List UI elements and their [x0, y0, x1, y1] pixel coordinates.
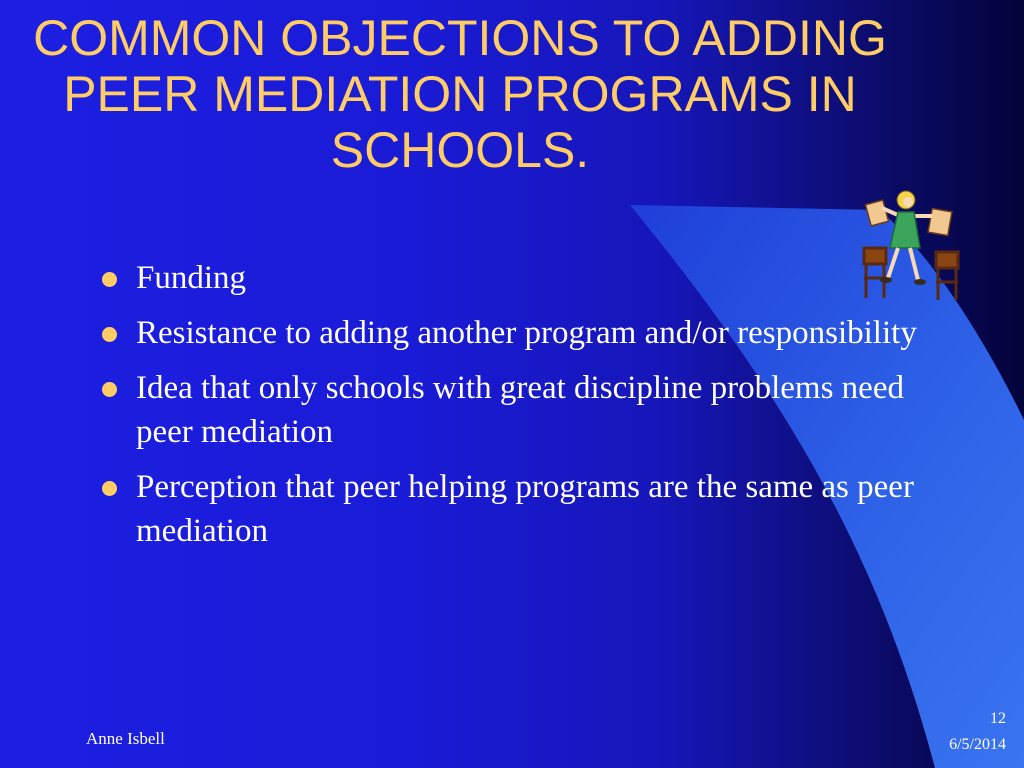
- bullet-text: Idea that only schools with great discipline problems need peer mediation: [136, 370, 904, 450]
- bullet-list: [100, 256, 930, 564]
- bullet-item: [100, 465, 930, 553]
- footer-author: Anne Isbell: [86, 729, 165, 748]
- slide-title: COMMON OBJECTIONS TO ADDING PEER MEDIATION PROGRAMS IN SCHOOLS.: [33, 10, 887, 178]
- bullet-marker-icon: [102, 327, 117, 342]
- bullet-text: Funding: [136, 260, 247, 296]
- bullet-text: Perception that peer helping programs are the same as peer mediation: [136, 469, 914, 549]
- bullet-marker-icon: [102, 481, 117, 496]
- bullet-text: Resistance to adding another program and/or responsibility: [136, 315, 917, 351]
- bullet-item: [100, 256, 930, 300]
- bullet-marker-icon: [102, 272, 117, 287]
- woman-juggling-papers-icon: [860, 186, 970, 306]
- bullet-marker-icon: [102, 382, 117, 397]
- footer-date: 6/5/2014: [949, 736, 1006, 753]
- footer-page-number: 12: [990, 710, 1006, 727]
- bullet-item: [100, 366, 930, 454]
- bullet-item: [100, 311, 930, 355]
